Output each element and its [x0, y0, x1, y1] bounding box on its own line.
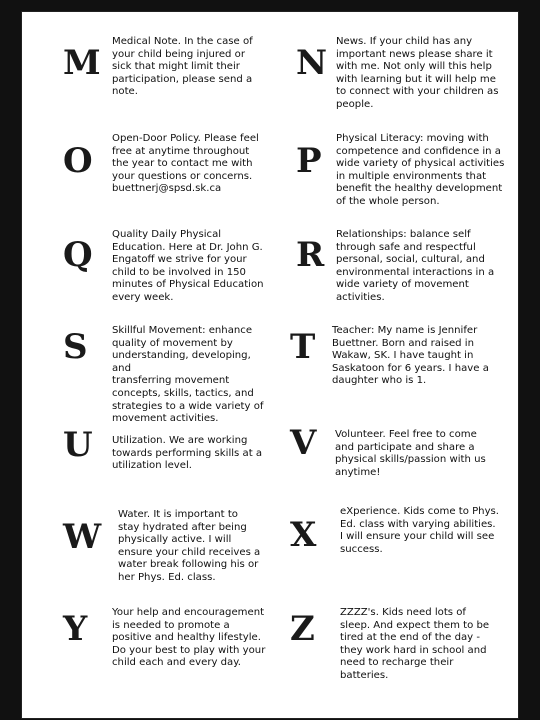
entry-z-text: ZZZZ's. Kids need lots of sleep. And expect them to be tired at the end of the day - they work hard in school and need to recharge their batteries. [340, 607, 490, 681]
entry-o-text: Open-Door Policy. Please feel free at anytime throughout the year to contact me with your questions or concerns. buettnerj@spsd.sk.ca [112, 133, 259, 195]
entry-s-text: Skillful Movement: enhance quality of movement by understanding, developing, and transferring movement concepts, skills, tactics, and strategies to a wide variety of movement activities. [112, 325, 264, 425]
letter-o: O [63, 141, 93, 181]
entry-q-text: Quality Daily Physical Education. Here at Dr. John G. Engatoff we strive for your child to be involved in 150 minutes of Physical Education every week. [112, 229, 264, 303]
letter-z: Z [290, 609, 315, 649]
entry-p-text: Physical Literacy: moving with competence and confidence in a wide variety of physical activities in multiple environments that benefit the healthy development of the whole person. [336, 133, 505, 207]
letter-s: S [63, 327, 88, 367]
letter-y: Y [63, 609, 88, 649]
letter-u: U [63, 425, 93, 465]
entry-n-text: News. If your child has any important news please share it with me. Not only will this help with learning but it will help me to connect with your children as people. [336, 36, 499, 110]
entry-r-text: Relationships: balance self through safe and respectful personal, social, cultural, and environmental interactions in a wide variety of movement activities. [336, 229, 495, 303]
letter-w: W [63, 517, 102, 557]
letter-r: R [296, 235, 325, 275]
entry-u-text: Utilization. We are working towards performing skills at a utilization level. [112, 435, 263, 472]
entry-y-text: Your help and encouragement is needed to promote a positive and healthy lifestyle. Do your best to play with your child each and every day. [112, 607, 266, 669]
letter-n: N [296, 43, 328, 83]
letter-x: X [290, 515, 317, 555]
entry-x-text: eXperience. Kids come to Phys. Ed. class with varying abilities. I will ensure your child will see success. [340, 506, 500, 555]
entry-v-text: Volunteer. Feel free to come and participate and share a physical skills/passion with us anytime! [335, 429, 486, 478]
letter-m: M [63, 43, 101, 83]
letter-v: V [290, 423, 317, 463]
letter-t: T [290, 327, 316, 367]
entry-m-text: Medical Note. In the case of your child being injured or sick that might limit their participation, please send a note. [112, 36, 253, 98]
entry-t-text: Teacher: My name is Jennifer Buettner. Born and raised in Wakaw, SK. I have taught in Saskatoon for 6 years. I have a daughter who is 1. [332, 325, 489, 387]
letter-p: P [296, 141, 322, 181]
letter-q: Q [63, 235, 93, 275]
entry-w-text: Water. It is important to stay hydrated after being physically active. I will ensure your child receives a water break following his or her Phys. Ed. class. [118, 509, 261, 583]
